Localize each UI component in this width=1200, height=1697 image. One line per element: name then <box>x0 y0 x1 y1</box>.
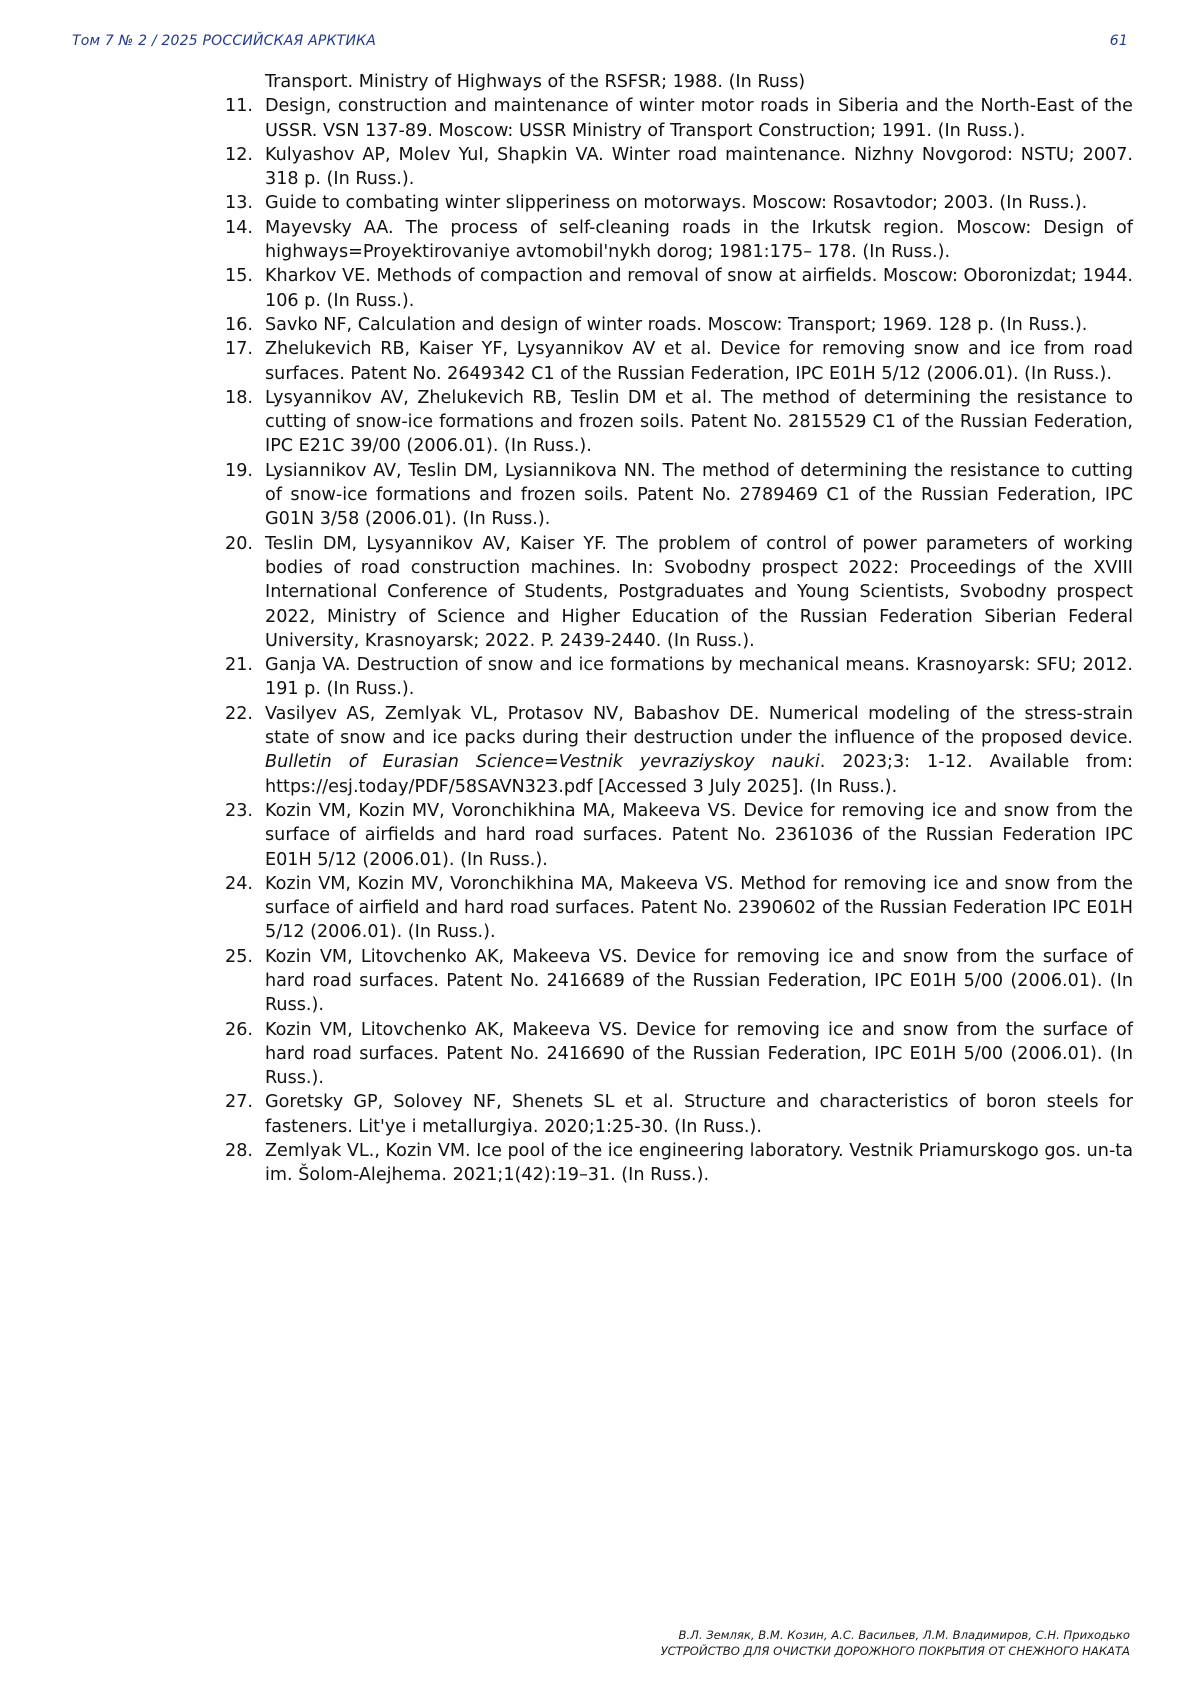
reference-number: 22. <box>225 703 253 724</box>
reference-text-after: . 2023;3: 1-12. Available from: https://esj.today/PDF/58SAVN323.pdf [Accessed 3 July 2025]. (In Russ.). <box>265 752 1133 797</box>
reference-text: Ganja VA. Destruction of snow and ice formations by mechanical means. Krasnoyarsk: SFU; 2012. 191 p. (In Russ.). <box>265 655 1133 700</box>
reference-item <box>225 264 1133 313</box>
reference-list <box>225 70 1133 1188</box>
reference-item <box>225 653 1133 702</box>
reference-number: 18. <box>225 387 253 408</box>
journal-name-italic: Bulletin of Eurasian Science=Vestnik yevraziyskoy nauki <box>265 752 820 773</box>
reference-item <box>225 1090 1133 1139</box>
reference-number: 27. <box>225 1092 253 1113</box>
reference-item <box>225 799 1133 872</box>
reference-text: Kozin VM, Litovchenko AK, Makeeva VS. Device for removing ice and snow from the surface of hard road surfaces. Patent No. 2416690 of the Russian Federation, IPC E01H 5/00 (2006.01). (In Russ.). <box>265 1019 1133 1089</box>
reference-text: Guide to combating winter slipperiness on motorways. Moscow: Rosavtodor; 2003. (In Russ.). <box>265 193 1088 214</box>
reference-number: 21. <box>225 655 253 676</box>
reference-item <box>225 216 1133 265</box>
journal-title: Том 7 № 2 / 2025 РОССИЙСКАЯ АРКТИКА <box>72 33 377 49</box>
reference-text: Savko NF, Calculation and design of winter roads. Moscow: Transport; 1969. 128 p. (In Russ.). <box>265 314 1088 335</box>
reference-number: 14. <box>225 217 253 238</box>
reference-number: 23. <box>225 800 253 821</box>
reference-item <box>225 143 1133 192</box>
reference-item <box>225 337 1133 386</box>
reference-item <box>225 1139 1133 1188</box>
reference-item <box>225 945 1133 1018</box>
reference-text: Design, construction and maintenance of winter motor roads in Siberia and the North-East of the USSR. VSN 137-89. Moscow: USSR Ministry of Transport Construction; 1991. (In Russ.). <box>265 96 1133 141</box>
reference-number: 16. <box>225 314 253 335</box>
reference-text: Kozin VM, Kozin MV, Voronchikhina MA, Makeeva VS. Method for removing ice and snow from the surface of airfield and hard road surfaces. Patent No. 2390602 of the Russian Federation IPC E01H 5/12 (2006.01). (In Russ.). <box>265 873 1133 943</box>
footer-authors: В.Л. Земляк, В.М. Козин, А.С. Васильев, Л.М. Владимиров, С.Н. Приходько <box>678 1628 1130 1642</box>
reference-text: Zemlyak VL., Kozin VM. Ice pool of the ice engineering laboratory. Vestnik Priamurskogo gos. un-ta im. Šolom-Alejhema. 2021;1(42):19–31. (In Russ.). <box>265 1141 1133 1186</box>
reference-item <box>225 1018 1133 1091</box>
reference-text-before: Vasilyev AS, Zemlyak VL, Protasov NV, Babashov DE. Numerical modeling of the stress-strain state of snow and ice packs during their destruction under the influence of the proposed device. <box>265 703 1133 749</box>
reference-text <box>265 702 1133 799</box>
reference-text: Lysyannikov AV, Zhelukevich RB, Teslin DM et al. The method of determining the resistance to cutting of snow-ice formations and frozen soils. Patent No. 2815529 C1 of the Russian Federation, IPC E21C 39/00 (2006.01). (In Russ.). <box>265 387 1133 457</box>
reference-number: 28. <box>225 1141 253 1162</box>
reference-text: Lysiannikov AV, Teslin DM, Lysiannikova NN. The method of determining the resistance to cutting of snow-ice formations and frozen soils. Patent No. 2789469 C1 of the Russian Federation, IPC G01N 3/58 (2006.01). (In Russ.). <box>265 460 1133 530</box>
reference-item <box>225 459 1133 532</box>
reference-item <box>225 872 1133 945</box>
reference-item <box>225 191 1133 215</box>
reference-number: 20. <box>225 533 253 554</box>
reference-text: Kharkov VE. Methods of compaction and removal of snow at airfields. Moscow: Oboronizdat; 1944. 106 p. (In Russ.). <box>265 266 1133 311</box>
reference-text: Teslin DM, Lysyannikov AV, Kaiser YF. The problem of control of power parameters of working bodies of road construction machines. In: Svobodny prospect 2022: Proceedings of the XVIII International Conference of Students, Postgraduates and Young Scientists, Svobodny prospect 2022, Ministry of Science and Higher Education of the Russian Federation Siberian Federal University, Krasnoyarsk; 2022. P. 2439-2440. (In Russ.). <box>265 533 1133 651</box>
reference-number: 25. <box>225 946 253 967</box>
reference-number: 15. <box>225 266 253 287</box>
reference-item <box>225 702 1133 799</box>
reference-number: 11. <box>225 96 253 117</box>
running-footer <box>430 1627 1130 1659</box>
reference-text: Kulyashov AP, Molev YuI, Shapkin VA. Winter road maintenance. Nizhny Novgorod: NSTU; 2007. 318 p. (In Russ.). <box>265 144 1133 190</box>
reference-text: Goretsky GP, Solovey NF, Shenets SL et al. Structure and characteristics of boron steels for fasteners. Lit'ye i metallurgiya. 2020;1:25-30. (In Russ.). <box>265 1092 1133 1137</box>
reference-text: Kozin VM, Kozin MV, Voronchikhina MA, Makeeva VS. Device for removing ice and snow from the surface of airfields and hard road surfaces. Patent No. 2361036 of the Russian Federation IPC E01H 5/12 (2006.01). (In Russ.). <box>265 800 1133 870</box>
footer-article-title: УСТРОЙСТВО ДЛЯ ОЧИСТКИ ДОРОЖНОГО ПОКРЫТИЯ ОТ СНЕЖНОГО НАКАТА <box>660 1644 1130 1658</box>
reference-number: 26. <box>225 1019 253 1040</box>
reference-number: 13. <box>225 193 253 214</box>
running-header <box>72 33 1128 55</box>
reference-item <box>225 532 1133 653</box>
reference-text: Kozin VM, Litovchenko AK, Makeeva VS. Device for removing ice and snow from the surface of hard road surfaces. Patent No. 2416689 of the Russian Federation, IPC E01H 5/00 (2006.01). (In Russ.). <box>265 946 1133 1016</box>
reference-continuation: Transport. Ministry of Highways of the RSFSR; 1988. (In Russ) <box>265 72 806 92</box>
reference-item <box>225 313 1133 337</box>
reference-item <box>225 94 1133 143</box>
page-number: 61 <box>1109 33 1128 49</box>
reference-text: Mayevsky AA. The process of self-cleaning roads in the Irkutsk region. Moscow: Design of highways=Proyektirovaniye avtomobil'nykh dorog; 1981:175– 178. (In Russ.). <box>265 217 1133 263</box>
reference-number: 12. <box>225 144 253 165</box>
reference-item <box>225 386 1133 459</box>
reference-number: 17. <box>225 339 253 360</box>
reference-text: Zhelukevich RB, Kaiser YF, Lysyannikov AV et al. Device for removing snow and ice from road surfaces. Patent No. 2649342 C1 of the Russian Federation, IPC E01H 5/12 (2006.01). (In Russ.). <box>265 339 1133 384</box>
reference-number: 19. <box>225 460 253 481</box>
reference-number: 24. <box>225 873 253 894</box>
